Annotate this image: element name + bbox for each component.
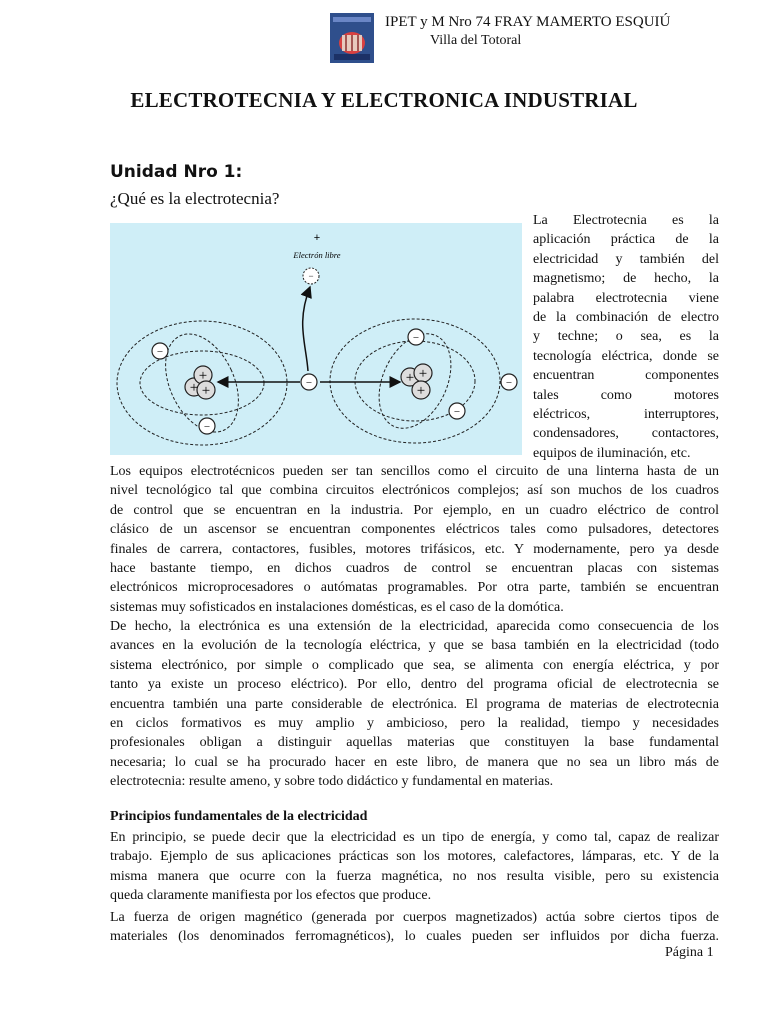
text-line: electricidad y también del [533, 251, 719, 267]
text-line: De hecho, la electrónica es una extensión de la electricidad, aparecida como consecuencia de los [110, 619, 719, 634]
text-line: clásico de un ascensor se encuentran componentes eléctricos tales como pulsadores, detectores [110, 522, 719, 538]
proton: + [189, 380, 199, 396]
school-location: Villa del Totoral [430, 33, 522, 48]
paragraph-magnetic [110, 908, 719, 947]
text-line: electrotecnia: resulte ameno, y sobre todo didáctico y fundamental en materias. [110, 774, 554, 790]
text-line: magnetismo; de hecho, la [533, 271, 719, 287]
page-number: Página 1 [665, 945, 714, 960]
text-line: condensadores, contactores, [533, 426, 719, 442]
text-line: tecnología eléctrica, donde se [533, 348, 719, 364]
text-line: electrónicos microprocesadores o autómatas programables. Por otra parte, también se encuentran [110, 580, 719, 596]
proton: + [201, 383, 211, 399]
electron: − [156, 346, 164, 358]
unit-title: Unidad Nro 1: [110, 162, 243, 182]
text-line: finales de carrera, contactores, fusibles, motores trifásicos, etc. Y modernamente, pero ya desde [110, 541, 719, 557]
text-line: profesionales obligan a distinguir aquellas materias que constituyen la base fundamental [110, 735, 719, 751]
proton: + [405, 370, 415, 386]
paragraph-equipment [110, 462, 719, 617]
electron: − [505, 377, 513, 389]
text-line: encuentran componentes [533, 368, 719, 384]
atom-diagram [110, 223, 522, 455]
text-line: de control que se encuentran en la industria. Por ejemplo, en un cuadro eléctrico de control [110, 502, 719, 518]
free-electron-label: Electrón libre [293, 250, 341, 260]
text-line: misma manera que ocurre con la fuerza magnética, no nos resulta visible, pero su existencia [110, 868, 719, 884]
plus-sign: + [313, 232, 321, 244]
text-line: necesaria; lo cual se ha procurado hacer en este libro, de manera que no sea un libro más de [110, 754, 719, 770]
text-line: En principio, se puede decir que la electricidad es un tipo de energía, y como tal, capaz de realizar [110, 830, 719, 845]
electron: − [305, 377, 313, 389]
text-line: Los equipos electrotécnicos pueden ser tan sencillos como el circuito de una linterna hasta de un [110, 464, 719, 479]
proton: + [418, 366, 428, 382]
text-line: encuentra también una parte considerable de electrónica. El programa de materias de electrotecnia [110, 696, 719, 712]
paragraph-principles [110, 828, 719, 906]
text-line: sistema electrónico, por simple o complicado que sea, se alimenta con energía eléctrica, y por [110, 657, 719, 673]
text-line: materiales (los denominados ferromagnéticos), lo cuales pueden ser influidos por dicha fuerza. [110, 929, 719, 945]
text-line: La Electrotecnia es la [533, 213, 719, 228]
section-heading: Principios fundamentales de la electricidad [110, 809, 368, 824]
electron: − [203, 421, 211, 433]
intro-side-text [533, 211, 719, 463]
school-name: IPET y M Nro 74 FRAY MAMERTO ESQUIÚ [385, 14, 671, 30]
text-line: de la combinación de electro [533, 310, 719, 326]
text-line: La fuerza de origen magnético (generada por cuerpos magnetizados) actúa sobre ciertos tipos de [110, 910, 719, 925]
text-line: y techne; o sea, es la [533, 329, 719, 345]
school-logo [330, 13, 374, 63]
text-line: nivel tecnológico tal que combina circuitos electrónicos complejos; así son muchos de los cuadros [110, 483, 719, 499]
text-line: avances en la evolución de la tecnología eléctrica, y que se basa también en la electricidad (todo [110, 638, 719, 654]
paragraph-electronics [110, 617, 719, 792]
text-line: tanto ya existe un proceso eléctrico). Por ello, dentro del programa oficial de electrotecnia se [110, 677, 719, 693]
unit-question: ¿Qué es la electrotecnia? [110, 189, 280, 208]
text-line: aplicación práctica de la [533, 232, 719, 248]
text-line: sistemas muy sofisticados en instalaciones domésticas, es el caso de la domótica. [110, 599, 564, 615]
free-electron-sign: − [308, 271, 314, 281]
electron: − [453, 406, 461, 418]
text-line: queda claramente manifiesta por los efectos que produce. [110, 888, 432, 904]
text-line: palabra electrotecnia viene [533, 290, 719, 306]
text-line: hace bastante tiempo, en dichos cuadros de control se encuentran placas con sistemas [110, 561, 719, 577]
text-line: en ciclos formativos es muy amplio y ambicioso, pero la realidad, tiempo y necesidades [110, 716, 719, 732]
text-line: eléctricos, interruptores, [533, 407, 719, 423]
proton: + [416, 383, 426, 399]
proton: + [198, 368, 208, 384]
document-title: ELECTROTECNIA Y ELECTRONICA INDUSTRIAL [130, 88, 638, 112]
text-line: equipos de iluminación, etc. [533, 445, 691, 461]
electron: − [412, 332, 420, 344]
text-line: trabajo. Ejemplo de sus aplicaciones prácticas son los motores, calefactores, lámparas, etc. Y de la [110, 849, 719, 865]
text-line: tales como motores [533, 387, 719, 403]
